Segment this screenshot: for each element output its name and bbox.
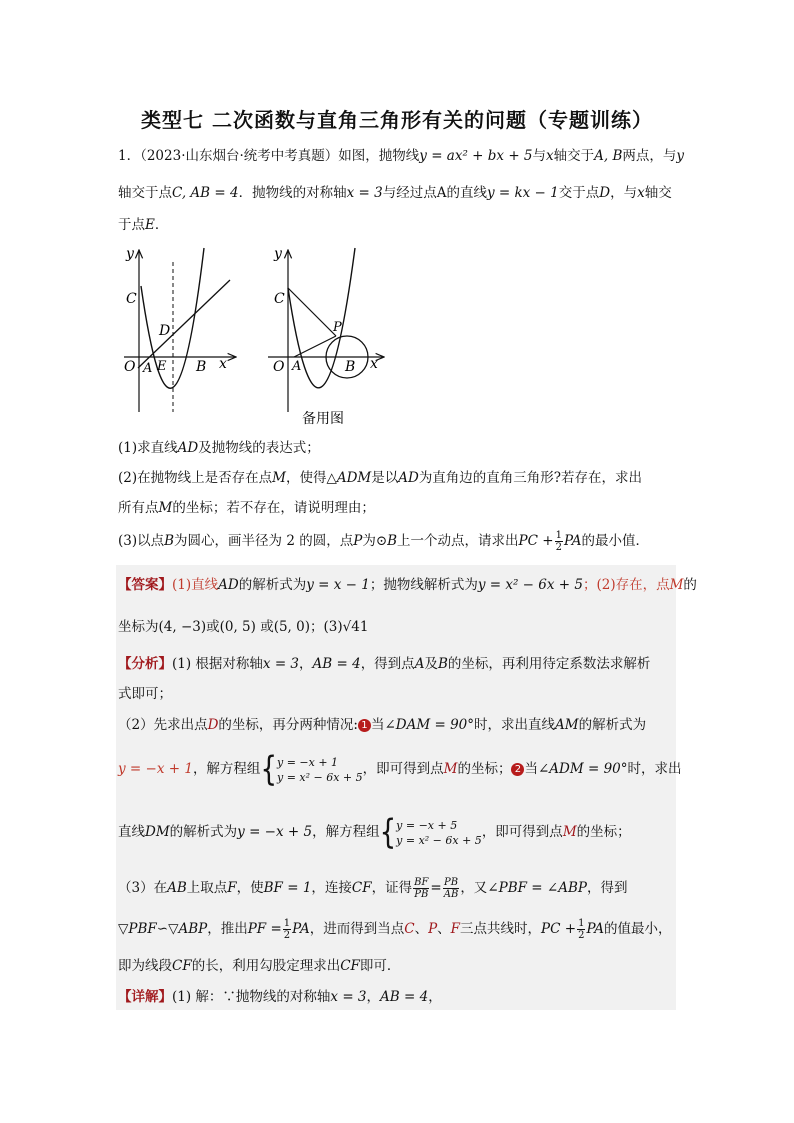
analysis-point: P [428,921,438,937]
q-b: B [164,533,175,549]
label-b: B [196,359,207,375]
analysis-text: ，又 [460,880,488,896]
analysis-text: 式即可； [118,686,172,702]
system-eq: y = −x + 1 [276,755,339,769]
analysis-eq: PF = [247,921,282,937]
analysis-seg: CF [351,880,372,896]
analysis-seg: CF [340,958,360,974]
case-2-badge: 2 [511,763,524,776]
q-text: 上一个动点，请求出 [397,533,519,549]
answer-text: (1)直线 [172,577,219,593]
figure-caption: 备用图 [302,411,344,427]
analysis-eq: PA [586,921,605,937]
analysis-text: 三点共线时， [460,921,542,937]
analysis-text: ，连接 [311,880,352,896]
label-d: D [159,323,171,339]
question-1 [118,438,320,458]
analysis-text: 的解析式为 [578,717,647,733]
equation-system-1 [277,755,363,785]
analysis-point: F [227,880,237,896]
equals-sign: = [430,880,442,896]
problem-text: ． [154,217,169,233]
figure-right [268,246,384,427]
analysis-text: 上取点 [186,880,228,896]
label-y: y [126,246,134,262]
problem-text: 轴交于点 [118,185,172,201]
detail-text: ， [366,989,381,1005]
problem-text: ，与 [610,185,638,201]
analysis-line-8 [118,956,400,976]
frac-num: 1 [283,918,291,929]
analysis-seg: AB [167,880,187,896]
answer-eq: y = x − 1 [306,577,370,593]
parabola-equation: y = ax² + bx + 5 [419,148,533,164]
answer-point: (4, −3) [158,619,207,635]
analysis-point: M [562,824,577,840]
label-o-2: O [273,359,285,375]
q-text: 为圆心，画半径为 2 的圆，点 [174,533,354,549]
brace-icon: { [379,813,397,852]
analysis-text: 的解析式为 [169,824,238,840]
point-d: D [599,185,611,201]
analysis-text: 当 [524,761,538,777]
page-title: 类型七 二次函数与直角三角形有关的问题（专题训练） [141,108,653,132]
analysis-angle: ∠ADM = 90° [537,761,628,777]
fraction-half [555,530,563,553]
answer-line-1 [118,575,697,595]
analysis-text: 的坐标； [576,824,631,840]
point-e: E [145,217,155,233]
q-text: 的坐标；若不存在，请说明理由； [172,500,375,516]
analysis-line-dm: DM [145,824,170,840]
answer-text: 或 [206,619,220,635]
answer-text: 坐标为 [118,619,159,635]
analysis-eq: AB = 4 [312,656,361,672]
problem-line-2 [118,183,672,203]
problem-text: 轴交于 [553,148,595,164]
fraction-pb-ab [443,877,460,900]
frac-num: BF [414,877,429,888]
line-ad [138,280,230,368]
analysis-line-1 [118,654,650,674]
q-text: ，使得 [285,470,327,486]
label-e: E [157,359,167,374]
label-a-2: A [292,359,302,374]
analysis-text: 当 [370,717,385,733]
analysis-text: 的坐标，再利用待定系数法求解析 [447,656,651,672]
analysis-line-3 [118,715,646,735]
analysis-line-4 [118,750,682,789]
label-c: C [126,291,137,307]
answer-text: 或 [255,619,274,635]
analysis-text: ， [299,656,313,672]
system-eq: y = x² − 6x + 5 [276,770,363,784]
analysis-text: ，证得 [371,880,413,896]
var-x: x [546,148,554,164]
fraction-bf-pb [413,877,429,900]
answer-m: M [669,577,684,593]
analysis-line-2 [118,684,172,704]
analysis-point: D [207,717,219,733]
analysis-text: ，得到点 [360,656,415,672]
var-x: x [637,185,645,201]
analysis-text: 的坐标，再分两种情况: [218,717,358,733]
frac-den: 2 [578,930,585,941]
answer-ad: AD [218,577,239,593]
q-ad: AD [398,470,419,486]
answer-point: (0, 5) [219,619,256,635]
answer-line-2 [118,617,368,637]
analysis-line-am: AM [555,717,579,733]
separator: 、 [437,921,451,937]
detail-text: (1) 解：∵抛物线的对称轴 [172,989,331,1005]
answer-text: 的 [683,577,697,593]
axis-equation: x = 3 [346,185,383,201]
analysis-text: 时，求出直线 [474,717,556,733]
q-m: M [158,500,173,516]
analysis-similar: ▽PBF∽▽ABP [118,921,208,937]
analysis-eq: PC + [541,921,577,937]
frac-num: 1 [578,918,585,929]
q-text: (2)在抛物线上是否存在点 [118,470,273,486]
question-2 [118,468,642,488]
problem-text: 1．（2023·山东烟台·统考中考真题）如图，抛物线 [118,148,420,164]
var-y: y [676,148,685,164]
fraction-half [577,918,585,941]
analysis-eq: PA [292,921,310,937]
answer-point: (5, 0) [273,619,310,635]
answer-tag: 【答案】 [118,577,172,593]
line-equation: y = kx − 1 [486,185,559,201]
problem-text: 交于点 [558,185,600,201]
equation-system-2 [396,818,482,848]
analysis-line-6 [118,873,627,903]
case-1-badge: 1 [358,719,371,732]
label-o: O [124,359,136,375]
figure-left [124,246,236,412]
analysis-text: 的坐标； [457,761,512,777]
q-p: P [353,533,363,549]
analysis-text: (1) 根据对称轴 [172,656,263,672]
analysis-text: 及 [424,656,438,672]
problem-text: ．抛物线的对称轴 [238,185,347,201]
analysis-text: ，即可得到点 [362,761,444,777]
problem-text: 与经过点A的直线 [382,185,487,201]
analysis-line-7 [118,914,672,944]
q-text: 的最小值． [581,533,650,549]
figure-graphs [112,240,402,430]
analysis-text: 的值最小， [604,921,672,937]
frac-den: PB [414,889,429,900]
answer-sqrt: √41 [342,619,369,635]
label-c-2: C [274,291,285,307]
q-text: 为直角边的直角三角形?若存在，求出 [418,470,643,486]
analysis-text: 即可． [359,958,401,974]
analysis-text: 的长，利用勾股定理求出 [191,958,341,974]
analysis-point: B [437,656,448,672]
analysis-text: ，使 [236,880,264,896]
detail-text: ， [428,989,442,1005]
q-text: 为 [362,533,376,549]
analysis-text: （2）先求出点 [118,717,208,733]
analysis-point: C [404,921,415,937]
detail-line-1 [118,987,442,1007]
analysis-text: 直线 [118,824,145,840]
q-text: 及抛物线的表达式； [198,440,320,456]
q-circle: ⊙B [375,533,398,549]
answer-text: 的解析式为 [238,577,307,593]
frac-num: 1 [555,530,562,541]
analysis-seg: CF [172,958,192,974]
label-p: P [333,320,342,335]
analysis-point: F [450,921,461,937]
q-text: 所有点 [118,500,159,516]
system-eq: y = −x + 5 [396,818,458,832]
label-x-2: x [370,356,378,372]
separator: 、 [414,921,429,937]
analysis-angle: ∠DAM = 90° [384,717,475,733]
question-2-cont [118,498,375,518]
problem-text: 于点 [118,217,145,233]
frac-num: PB [443,877,459,888]
answer-text: ；(3) [310,619,343,635]
analysis-text: ，进而得到当点 [309,921,405,937]
answer-eq: y = x² − 6x + 5 [477,577,583,593]
analysis-eq: y = −x + 5 [237,824,313,840]
q-text: 是以 [371,470,399,486]
answer-text: ；抛物线解析式为 [369,577,478,593]
analysis-text: 时，求出 [627,761,682,777]
analysis-eq: BF = 1 [263,880,312,896]
system-eq: y = x² − 6x + 5 [396,833,482,847]
answer-text: ；(2)存在，点 [582,577,670,593]
analysis-text: ，解方程组 [192,761,261,777]
label-y-2: y [274,246,282,262]
analysis-text: ，即可得到点 [481,824,563,840]
q-text: (1)求直线 [118,440,178,456]
analysis-eq: y = −x + 1 [118,761,193,777]
analysis-line-5 [118,813,631,852]
problem-line-3 [118,215,168,235]
points-ab: A, B [594,148,623,164]
segment-pa [294,336,336,357]
label-x: x [219,356,227,372]
analysis-point: M [443,761,458,777]
q-m: M [272,470,286,486]
problem-text: 轴交 [644,185,672,201]
q-text: (3)以点 [118,533,165,549]
analysis-text: ，推出 [207,921,248,937]
analysis-text: ，解方程组 [312,824,380,840]
fraction-half [283,918,291,941]
detail-eq: x = 3 [330,989,367,1005]
point-c-ab: C, AB = 4 [172,185,239,201]
q-expr: PC + [518,533,554,549]
q-triangle: △ADM [326,470,372,486]
q-ad: AD [177,440,199,456]
question-3 [118,530,649,553]
problem-text: 两点，与 [622,148,677,164]
analysis-eq: x = 3 [262,656,300,672]
label-b-2: B [345,359,356,375]
label-a: A [143,361,153,376]
detail-tag: 【详解】 [118,989,172,1005]
q-expr: PA [563,533,582,549]
analysis-angle: ∠PBF = ∠ABP [487,880,587,896]
frac-den: 2 [283,930,291,941]
detail-eq: AB = 4 [380,989,429,1005]
analysis-text: ，得到 [586,880,628,896]
problem-line-1 [118,146,684,166]
analysis-text: 即为线段 [118,958,172,974]
frac-den: AB [443,889,459,900]
problem-text: 与 [532,148,547,164]
analysis-tag: 【分析】 [118,656,172,672]
frac-den: 2 [555,542,562,553]
brace-icon: { [260,750,277,789]
analysis-text: （3）在 [118,880,168,896]
analysis-point: A [414,656,425,672]
